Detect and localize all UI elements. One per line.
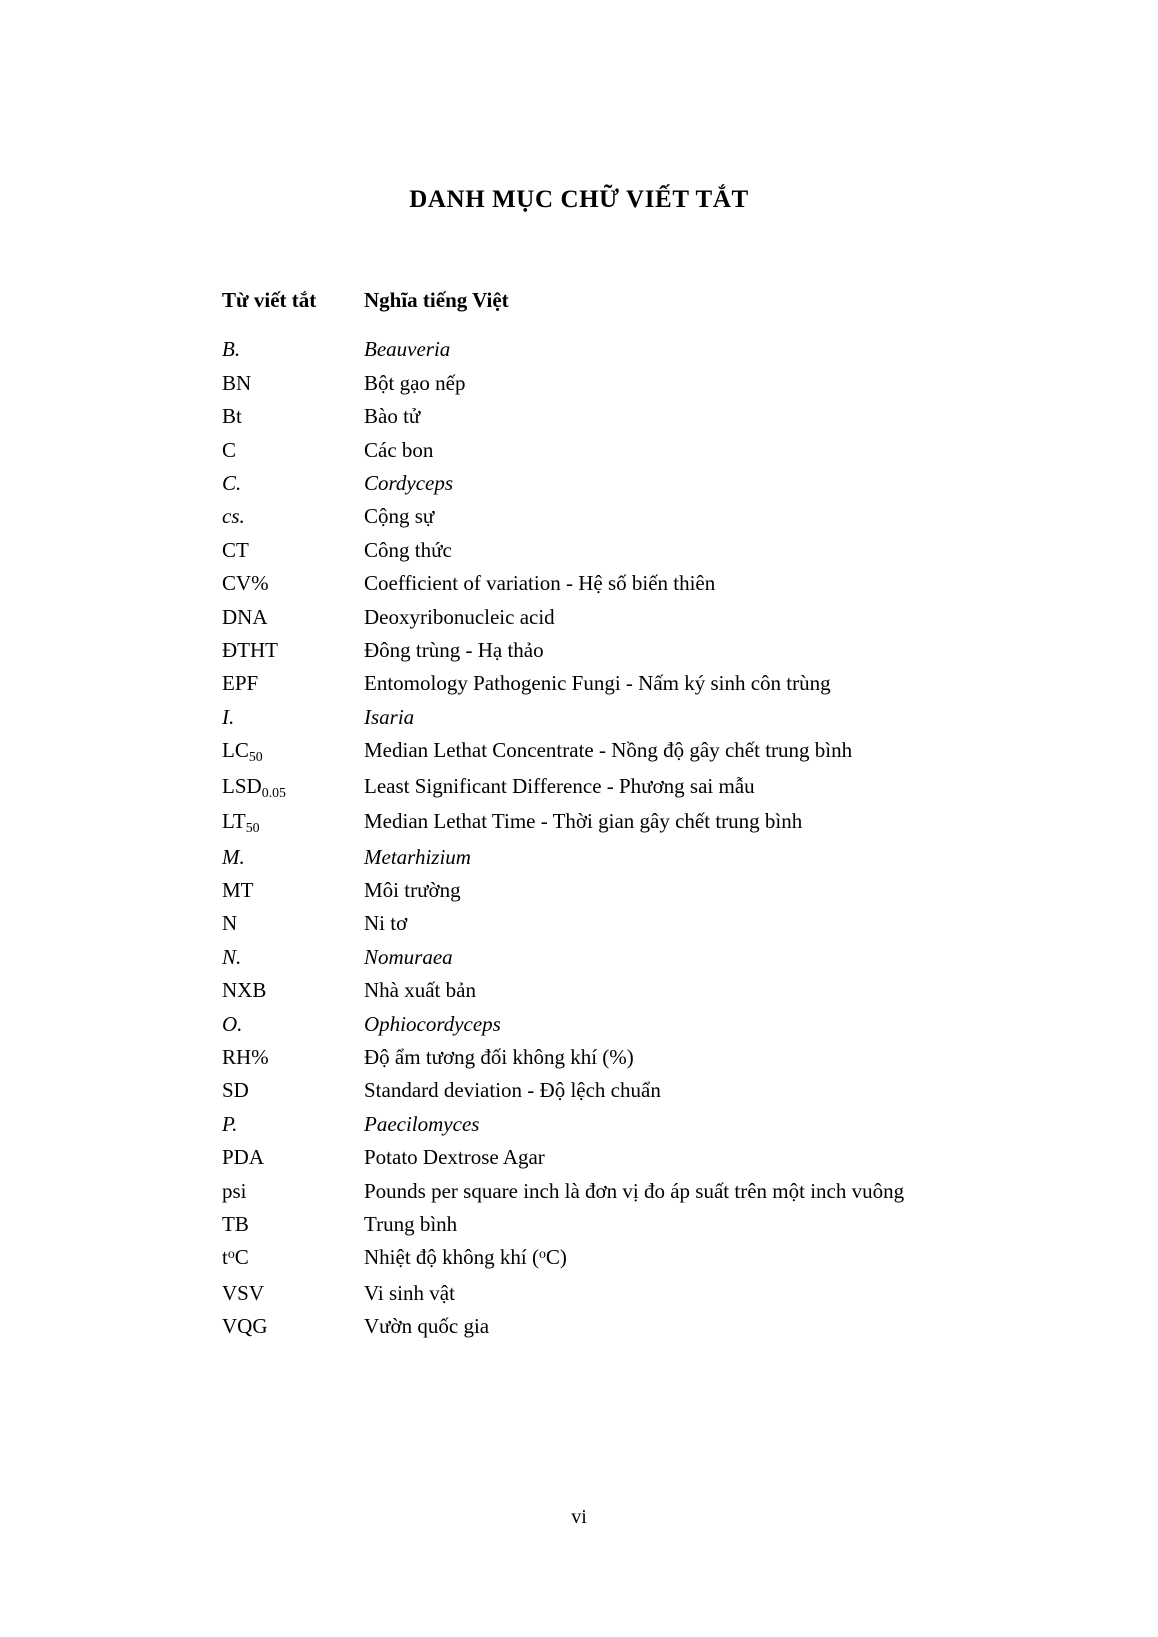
abbreviation-cell: Bt <box>222 404 242 429</box>
table-header-row <box>222 284 982 333</box>
meaning-cell: Công thức <box>364 537 452 562</box>
meaning-cell: Trung bình <box>364 1211 458 1236</box>
meaning-cell: Vi sinh vật <box>364 1280 455 1305</box>
abbreviation-superscript: o <box>227 1246 235 1262</box>
meaning-cell: Bào tử <box>364 404 421 429</box>
abbreviation-cell: TB <box>222 1211 249 1236</box>
meaning-cell: Cordyceps <box>364 471 454 496</box>
abbreviation-subscript: 0.05 <box>261 784 286 800</box>
table-row <box>222 907 982 940</box>
abbreviation-cell: SD <box>222 1078 249 1103</box>
meaning-cell: Cộng sự <box>364 504 435 529</box>
table-row <box>222 534 982 567</box>
table-row <box>222 333 982 366</box>
page-title: DANH MỤC CHỮ VIẾT TẮT <box>409 186 749 213</box>
abbreviation-cell: EPF <box>222 671 259 696</box>
table-row <box>222 805 982 840</box>
meaning-cell: Deoxyribonucleic acid <box>364 604 555 629</box>
table-row <box>222 1310 982 1343</box>
meaning-cell: Entomology Pathogenic Fungi - Nấm ký sinh côn trùng <box>364 671 831 696</box>
table-row <box>222 601 982 634</box>
abbreviation-cell: B. <box>222 337 241 362</box>
meaning-cell: Coefficient of variation - Hệ số biến thiên <box>364 571 716 596</box>
table-row <box>222 1074 982 1107</box>
meaning-cell: Metarhizium <box>364 844 471 869</box>
abbreviation-cell: N <box>222 911 238 936</box>
abbreviation-cell: psi <box>222 1178 247 1203</box>
table-row <box>222 1141 982 1174</box>
meaning-cell: Các bon <box>364 437 434 462</box>
table-row <box>222 734 982 769</box>
meaning-cell: Độ ẩm tương đối không khí (%) <box>364 1044 634 1069</box>
table-row <box>222 1241 982 1276</box>
table-body <box>222 284 982 1344</box>
table-row <box>222 467 982 500</box>
abbreviation-cell: VSV <box>222 1280 265 1305</box>
abbreviation-cell: PDA <box>222 1145 265 1170</box>
table-row <box>222 367 982 400</box>
table-row <box>222 567 982 600</box>
abbreviation-cell: CT <box>222 537 249 562</box>
meaning-cell: Median Lethat Time - Thời gian gây chết trung bình <box>364 809 803 834</box>
meaning-cell: Ophiocordyceps <box>364 1011 501 1036</box>
meaning-cell: Beauveria <box>364 337 451 362</box>
meaning-cell: Pounds per square inch là đơn vị đo áp suất trên một inch vuông <box>364 1178 905 1203</box>
meaning-cell: Potato Dextrose Agar <box>364 1145 545 1170</box>
table-row <box>222 941 982 974</box>
abbreviation-subscript: 50 <box>245 819 260 835</box>
meaning-cell: Isaria <box>364 704 415 729</box>
meaning-cell: Nhiệt độ không khí ($^o$C) <box>364 1245 567 1270</box>
table-row <box>222 841 982 874</box>
abbreviation-cell: CV% <box>222 571 269 596</box>
abbreviation-cell: P. <box>222 1111 238 1136</box>
abbreviation-cell: C. <box>222 471 242 496</box>
table-row <box>222 1208 982 1241</box>
table-row <box>222 1277 982 1310</box>
abbreviations-table <box>222 284 982 1344</box>
abbreviation-cell: NXB <box>222 978 267 1003</box>
table-row <box>222 770 982 805</box>
abbreviation-cell: $LC_{50}$ <box>222 738 263 765</box>
abbreviation-cell: I. <box>222 704 235 729</box>
table-row <box>222 1008 982 1041</box>
meaning-cell: Nomuraea <box>364 944 453 969</box>
table-row <box>222 634 982 667</box>
table-row <box>222 667 982 700</box>
abbreviation-cell: MT <box>222 877 254 902</box>
abbreviation-cell: cs. <box>222 504 245 529</box>
abbreviation-cell: RH% <box>222 1044 269 1069</box>
table-row <box>222 874 982 907</box>
abbreviation-cell: C <box>222 437 237 462</box>
meaning-cell: Vườn quốc gia <box>364 1314 490 1339</box>
table-row <box>222 701 982 734</box>
abbreviation-cell: M. <box>222 844 245 869</box>
abbreviation-cell: N. <box>222 944 242 969</box>
table-row <box>222 1041 982 1074</box>
column-header-abbreviation: Từ viết tắt <box>222 288 317 312</box>
meaning-cell: Đông trùng - Hạ thảo <box>364 638 544 663</box>
meaning-cell: Bột gạo nếp <box>364 370 466 395</box>
meaning-cell: Paecilomyces <box>364 1111 480 1136</box>
abbreviation-cell: DNA <box>222 604 268 629</box>
abbreviation-cell: $LSD_{0.05}$ <box>222 773 286 800</box>
page-number: vi <box>571 1506 587 1528</box>
table-row <box>222 1175 982 1208</box>
abbreviation-cell: BN <box>222 370 252 395</box>
abbreviation-cell: O. <box>222 1011 243 1036</box>
meaning-cell: Least Significant Difference - Phương sai mẫu <box>364 773 755 798</box>
table-row <box>222 974 982 1007</box>
abbreviation-cell: $t^oC$ <box>222 1245 249 1270</box>
abbreviation-subscript: 50 <box>248 749 263 765</box>
meaning-cell: Nhà xuất bản <box>364 978 476 1003</box>
column-header-meaning: Nghĩa tiếng Việt <box>364 288 509 312</box>
meaning-cell: Ni tơ <box>364 911 408 936</box>
abbreviation-cell: $LT_{50}$ <box>222 809 260 835</box>
table-row <box>222 400 982 433</box>
table-row <box>222 500 982 533</box>
table-row <box>222 1108 982 1141</box>
meaning-superscript: o <box>538 1246 546 1262</box>
meaning-cell: Môi trường <box>364 877 461 902</box>
abbreviation-cell: VQG <box>222 1314 268 1339</box>
meaning-cell: Standard deviation - Độ lệch chuẩn <box>364 1078 661 1103</box>
table-row <box>222 434 982 467</box>
abbreviation-cell: ĐTHT <box>222 638 278 663</box>
meaning-cell: Median Lethat Concentrate - Nồng độ gây chết trung bình <box>364 738 853 763</box>
